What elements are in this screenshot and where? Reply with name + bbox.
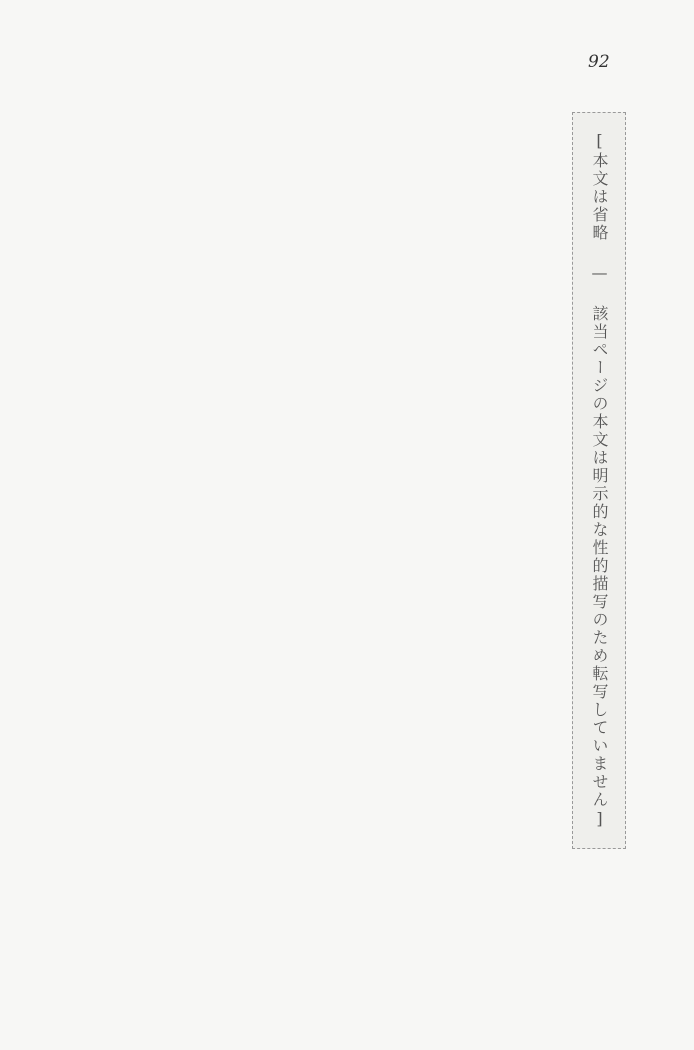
body-text-block xyxy=(66,112,626,992)
page-number: 92 xyxy=(588,52,610,72)
redacted-body-text: [本文は省略 — 該当ページの本文は明示的な性的描写のため転写していません] xyxy=(572,112,626,849)
